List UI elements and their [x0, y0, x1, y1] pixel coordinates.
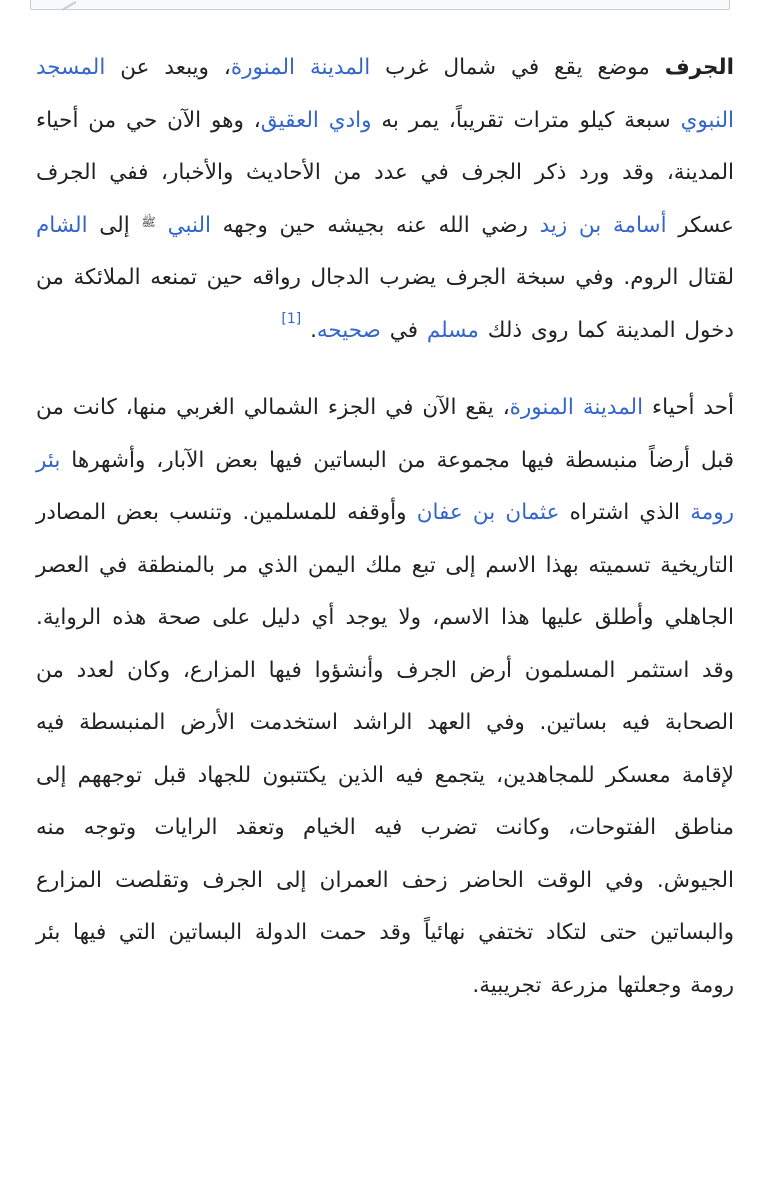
paragraph-2 [36, 382, 734, 1012]
link-nabi[interactable]: النبي [167, 212, 211, 238]
link-masjid-nabawi[interactable]: المسجد النبوي [36, 55, 734, 133]
honorific-glyph: ﷺ [141, 214, 156, 229]
paragraph-1 [36, 42, 734, 357]
text-segment: . [310, 317, 317, 343]
infobox-mark [62, 1, 77, 11]
text-segment: الذي اشتراه [559, 500, 691, 525]
link-uthman[interactable]: عثمان بن عفان [416, 500, 560, 525]
text-segment: إلى [87, 212, 142, 238]
infobox-edge [30, 0, 730, 10]
text-segment: موضع يقع في شمال غرب [370, 55, 665, 80]
text-segment: وأوقفه للمسلمين. وتنسب بعض المصادر التاريخية تسميته بهذا الاسم إلى تبع ملك اليمن الذي مر بالمنطقة في العصر الجاهلي وأطلق عليها هذا الاسم، ولا يوجد أي دليل على صحة هذه الرواية. وقد استثمر المسلمون أرض الجرف وأنشؤوا فيها المزارع، وكان لعدد من الصحابة فيه بساتين. وفي العهد الراشد استخدمت الأرض المنبسطة فيه لإقامة معسكر للمجاهدين، يتجمع فيه الذين يكتتبون للجهاد قبل توجههم إلى مناطق الفتوحات، وكانت تضرب فيه الخيام وتعقد الرايات وتوجه منه الجيوش. وفي الوقت الحاضر زحف العمران إلى الجرف وتقلصت المزارع والبساتين حتى لتكاد تختفي نهائياً وقد حمت الدولة البساتين التي فيها بئر رومة وجعلتها مزرعة تجريبية. [36, 500, 734, 998]
link-sahih[interactable]: صحيحه [316, 317, 381, 343]
text-segment: ، وهو الآن حي من أحياء المدينة، وقد ورد ذكر الجرف في عدد من الأحاديث والأخبار، ففي الجرف عسكر [36, 107, 734, 238]
link-muslim[interactable]: مسلم [426, 317, 479, 343]
text-segment: في [380, 317, 427, 343]
reference-marker [281, 311, 301, 327]
link-bir-ruma[interactable]: بئر رومة [36, 447, 735, 525]
text-segment: أحد أحياء [643, 395, 734, 420]
link-madina[interactable]: المدينة المنورة [230, 55, 371, 80]
link-madina[interactable]: المدينة المنورة [509, 395, 644, 420]
article-term: الجرف [664, 55, 734, 80]
link-sham[interactable]: الشام [36, 212, 88, 238]
text-segment: لقتال الروم. وفي سبخة الجرف يضرب الدجال رواقه حين تمنعه الملائكة من دخول المدينة كما روى ذلك [36, 265, 734, 343]
link-wadi-aqiq[interactable]: وادي العقيق [260, 107, 372, 133]
top-box-strip [0, 0, 764, 14]
article-body [36, 42, 734, 1012]
text-segment: ، يقع الآن في الجزء الشمالي الغربي منها، كانت من قبل أرضاً منبسطة فيها مجموعة من البساتين فيها بعض الآبار، وأشهرها [36, 395, 734, 473]
text-segment: ، ويبعد عن [105, 55, 231, 80]
text-segment: سبعة كيلو مترات تقريباً، يمر به [371, 107, 681, 133]
reference-link[interactable]: [1] [281, 310, 302, 327]
text-segment: رضي الله عنه بجيشه حين وجهه [210, 212, 540, 238]
link-usama[interactable]: أسامة بن زيد [539, 212, 667, 238]
